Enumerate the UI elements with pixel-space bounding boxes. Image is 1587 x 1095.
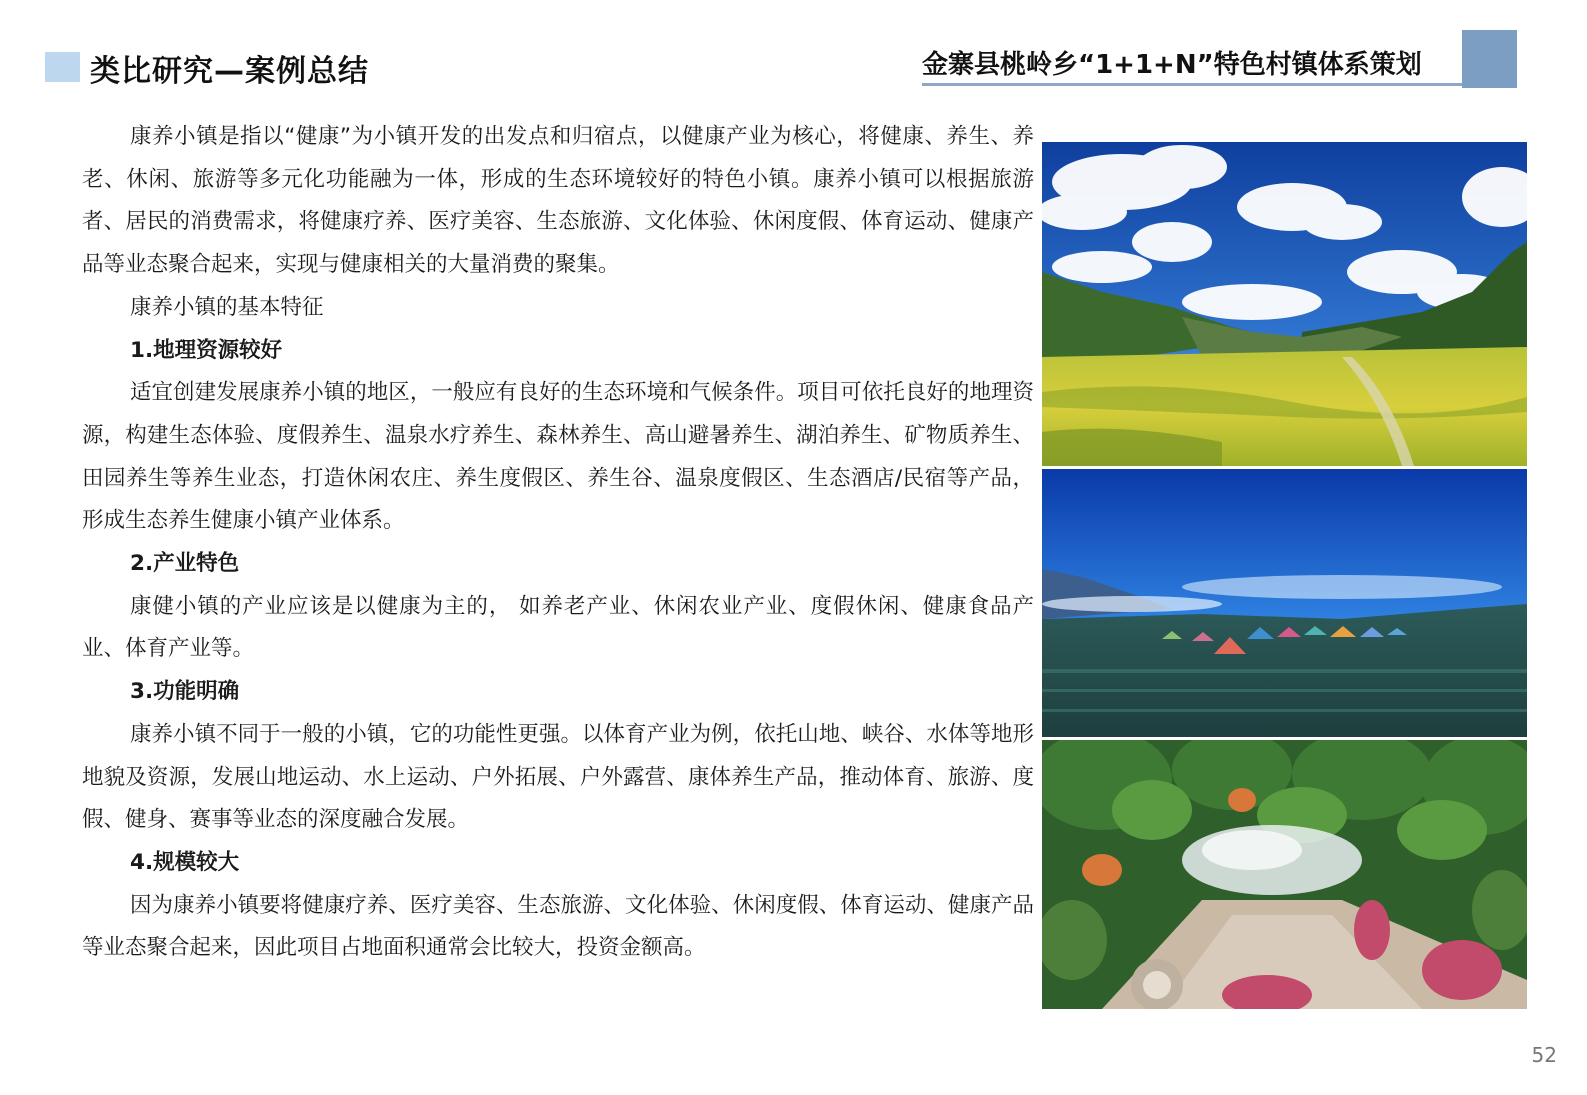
feature-heading-3: 3.功能明确 <box>130 679 240 705</box>
feature-text-1: 适宜创建发展康养小镇的地区，一般应有良好的生态环境和气候条件。项目可依托良好的地理资源，构建生态体验、度假养生、温泉水疗养生、森林养生、高山避暑养生、湖泊养生、矿物质养生、田园养生等养生业态，打造休闲农庄、养生度假区、养生谷、温泉度假区、生态酒店/民宿等产品，形成生态养生健康小镇产业体系。 <box>82 380 1034 534</box>
garden-plaza-photo <box>1042 740 1527 1009</box>
feature-text-2: 康健小镇的产业应该是以健康为主的， 如养老产业、休闲农业产业、度假休闲、健康食品产业、体育产业等。 <box>82 593 1034 662</box>
feature-heading-2: 2.产业特色 <box>130 551 240 577</box>
meadow-camping-photo <box>1042 469 1527 737</box>
project-title: 金寨县桃岭乡“1+1+N”特色村镇体系策划 <box>922 50 1422 80</box>
feature-heading-1: 1.地理资源较好 <box>130 337 283 363</box>
title-accent-square <box>45 52 80 82</box>
page-number: 52 <box>1531 1043 1557 1067</box>
valley-fields-photo <box>1042 142 1527 466</box>
body-text <box>82 116 1034 970</box>
corner-decoration-block <box>1462 30 1517 88</box>
page-title: 类比研究—案例总结 <box>90 54 369 89</box>
features-subtitle: 康养小镇的基本特征 <box>130 294 324 320</box>
feature-text-4: 因为康养小镇要将健康疗养、医疗美容、生态旅游、文化体验、休闲度假、体育运动、健康产品等业态聚合起来，因此项目占地面积通常会比较大，投资金额高。 <box>82 892 1034 961</box>
feature-heading-4: 4.规模较大 <box>130 849 240 875</box>
intro-paragraph: 康养小镇是指以“健康”为小镇开发的出发点和归宿点，以健康产业为核心，将健康、养生、养老、休闲、旅游等多元化功能融为一体，形成的生态环境较好的特色小镇。康养小镇可以根据旅游者、居民的消费需求，将健康疗养、医疗美容、生态旅游、文化体验、休闲度假、体育运动、健康产品等业态聚合起来，实现与健康相关的大量消费的聚集。 <box>82 124 1034 278</box>
feature-text-3: 康养小镇不同于一般的小镇，它的功能性更强。以体育产业为例，依托山地、峡谷、水体等地形地貌及资源，发展山地运动、水上运动、户外拓展、户外露营、康体养生产品，推动体育、旅游、度假、健身、赛事等业态的深度融合发展。 <box>82 721 1034 833</box>
project-title-underline <box>922 83 1462 86</box>
